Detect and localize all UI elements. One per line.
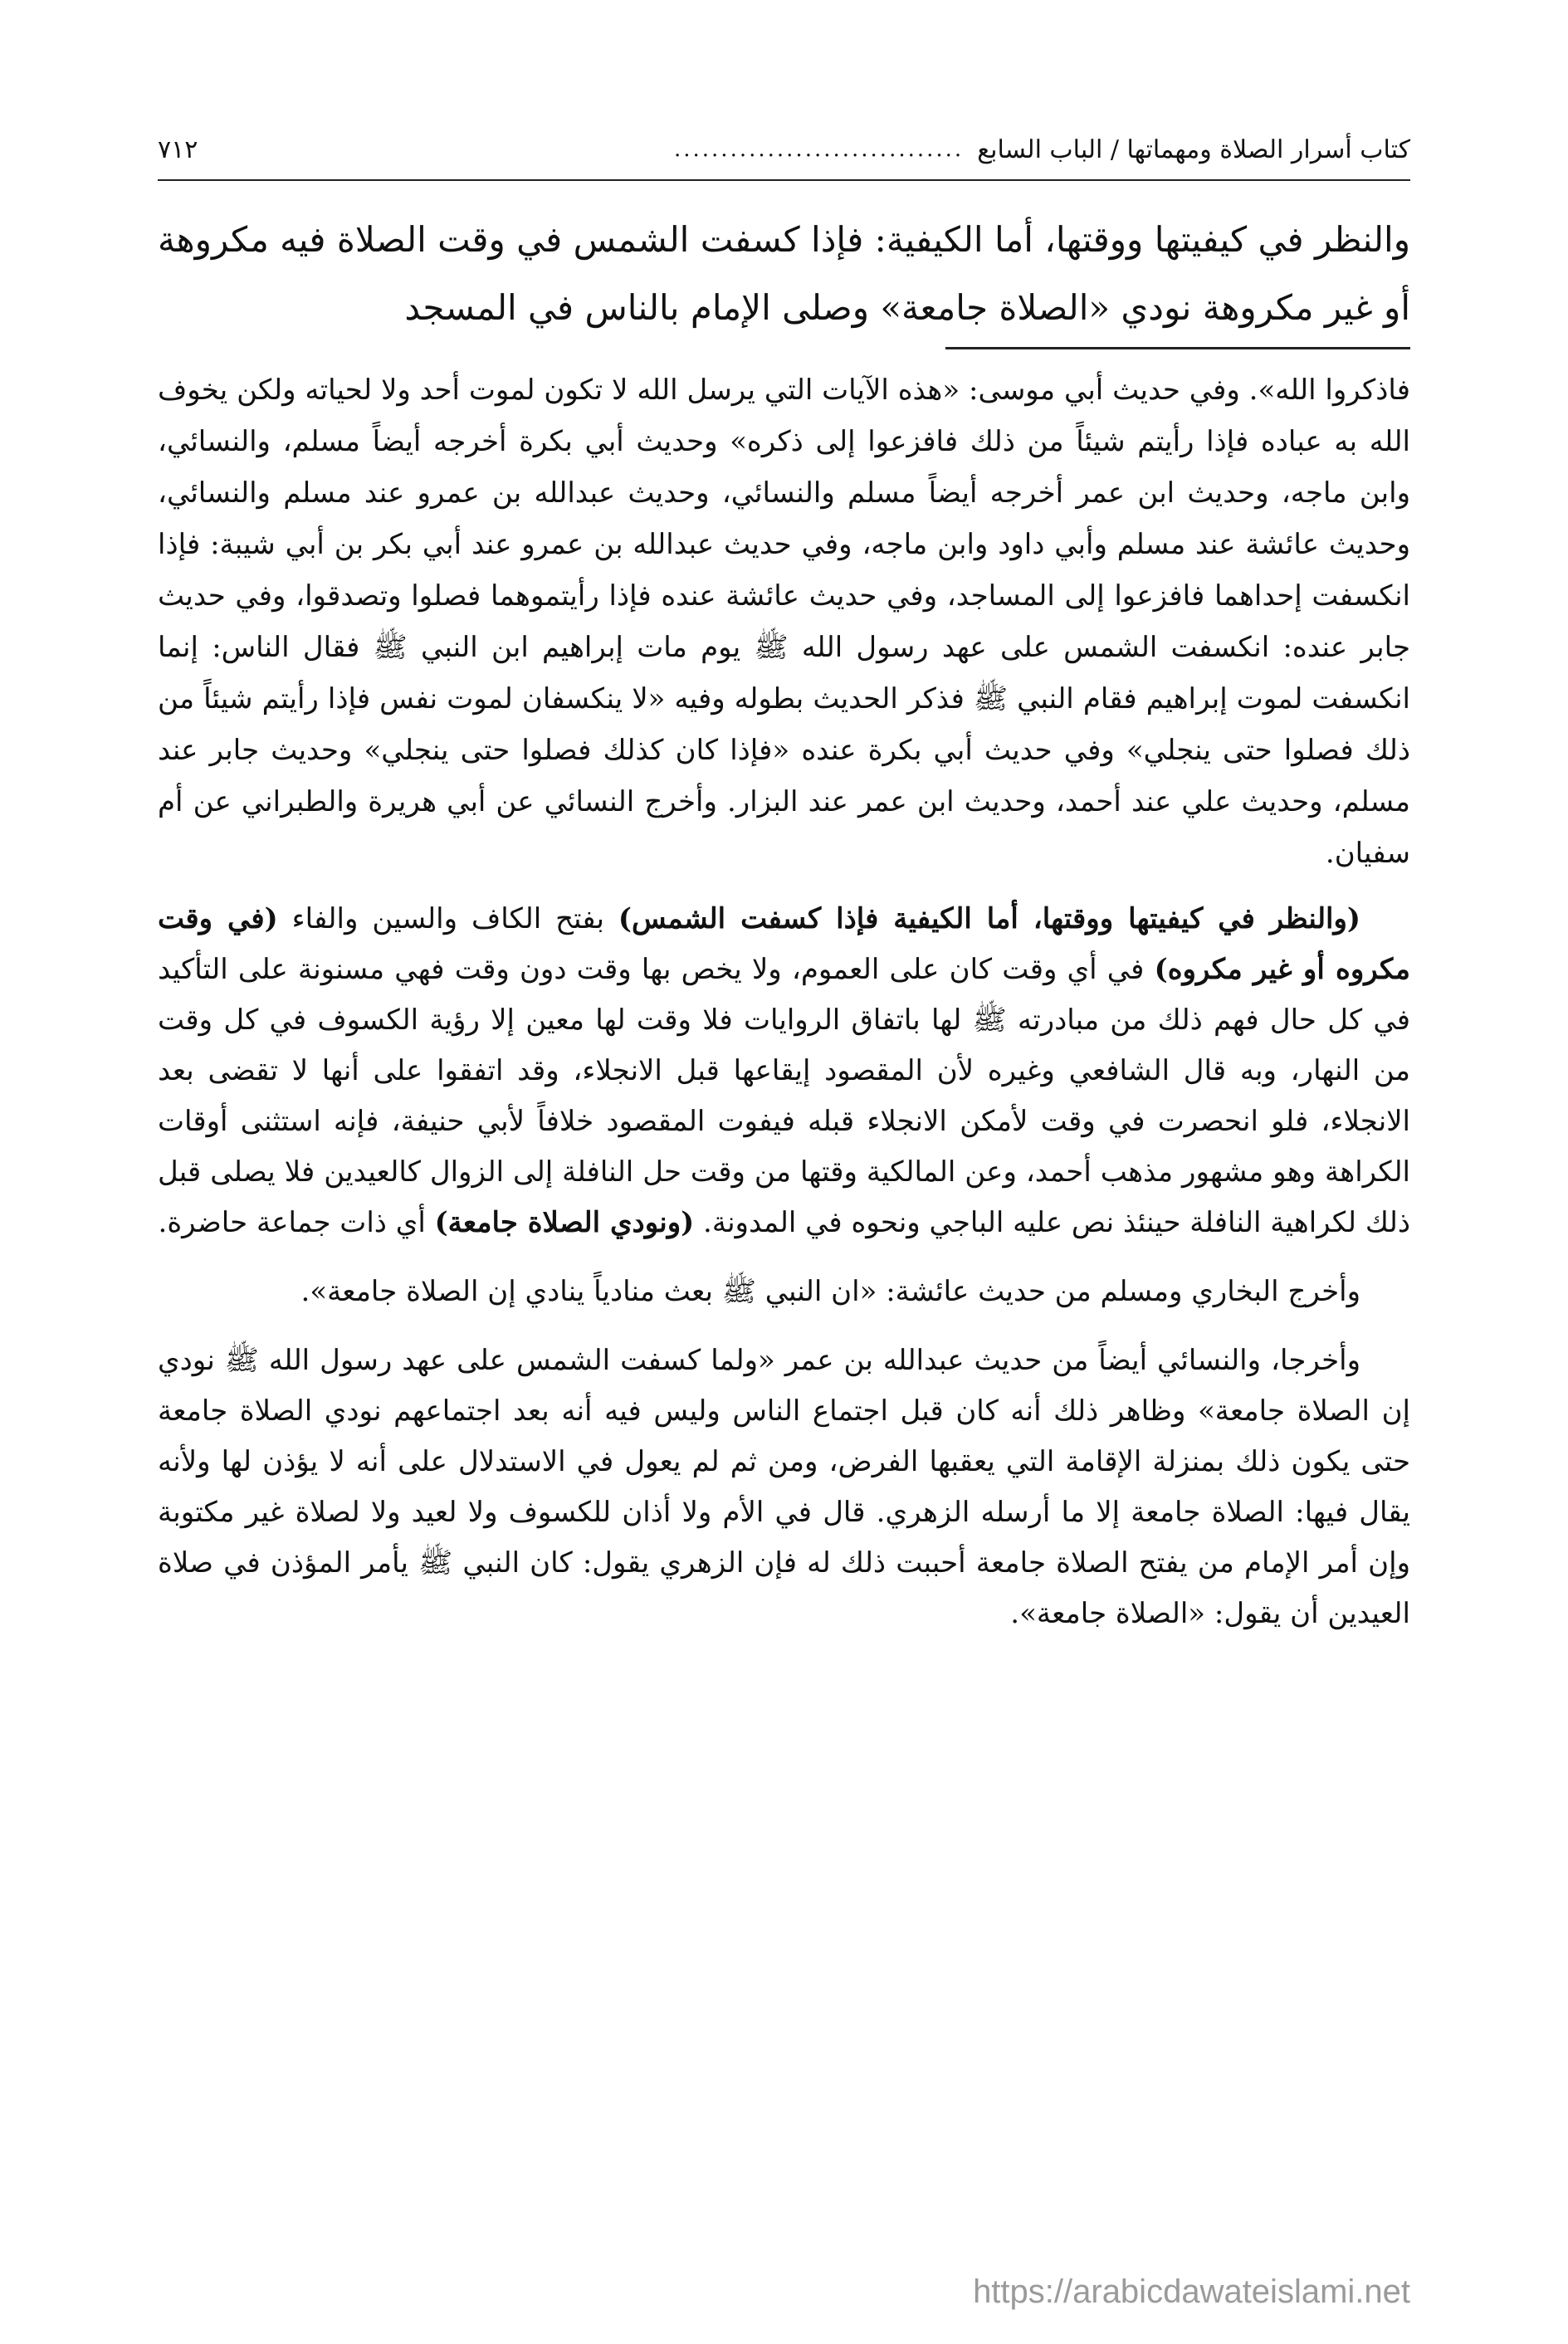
header-title-group: [674, 135, 1410, 164]
commentary: [158, 894, 1410, 1639]
commentary-paragraph-3: وأخرجا، والنسائي أيضاً من حديث عبدالله بن عمر «ولما كسفت الشمس على عهد رسول الله ﷺ نودي إن الصلاة جامعة» وظاهر ذلك أنه كان قبل اجتماع الناس وليس فيه أنه بعد اجتماعهم نودي الصلاة جامعة حتى يكون ذلك بمنزلة الإقامة التي يعقبها الفرض، ومن ثم لم يعول في الاستدلال على أنه لا يؤذن لها ولأنه يقال فيها: الصلاة جامعة إلا ما أرسله الزهري. قال في الأم ولا أذان للكسوف ولا لعيد ولا لصلاة غير مكتوبة وإن أمر الإمام من يفتح الصلاة جامعة أحببت ذلك له فإن الزهري يقول: كان النبي ﷺ يأمر المؤذن في صلاة العيدين أن يقول: «الصلاة جامعة».: [158, 1344, 1410, 1630]
header-dots: ...............................: [673, 137, 965, 162]
main-text: والنظر في كيفيتها ووقتها، أما الكيفية: فإذا كسفت الشمس في وقت الصلاة فيه مكروهة أو غير مكروهة نودي «الصلاة جامعة» وصلى الإمام بالناس في المسجد: [158, 219, 1410, 328]
commentary-paragraph-2: وأخرج البخاري ومسلم من حديث عائشة: «ان النبي ﷺ بعث منادياً ينادي إن الصلاة جامعة».: [300, 1275, 1360, 1308]
explanation-1: بفتح الكاف والسين والفاء: [277, 902, 618, 935]
header-title: كتاب أسرار الصلاة ومهماتها / الباب السابع: [977, 134, 1410, 164]
commentary-paragraph-1: [158, 894, 1410, 1248]
quoted-text-2: (في وقت مكروه أو غير مكروه): [158, 902, 1410, 986]
book-page: [158, 125, 1410, 2344]
quoted-text-3: (ونودي الصلاة جامعة): [434, 1206, 695, 1239]
footnote-divider: [945, 347, 1410, 349]
explanation-3: أي ذات جماعة حاضرة.: [158, 1206, 435, 1239]
watermark-url: https://arabicdawateislami.net: [973, 2273, 1410, 2310]
explanation-2: في أي وقت كان على العموم، ولا يخص بها وقت دون وقت فهي مسنونة على التأكيد في كل حال فهم ذلك من مبادرته ﷺ لها باتفاق الروايات فلا وقت لها معين إلا رؤية الكسوف في كل وقت من النهار، وبه قال الشافعي وغيره لأن المقصود إيقاعها قبل الانجلاء، وقد اتفقوا على أنها لا تقضى بعد الانجلاء، فلو انحصرت في وقت لأمكن الانجلاء قبله فيفوت المقصود خلافاً لأبي حنيفة، فإنه استثنى أوقات الكراهة وهو مشهور مذهب أحمد، وعن المالكية وقتها من وقت حل النافلة إلى الزوال كالعيدين فلا يصلى قبل ذلك لكراهية النافلة حينئذ نص عليه الباجي ونحوه في المدونة.: [158, 953, 1410, 1239]
quoted-text-1: (والنظر في كيفيتها ووقتها، أما الكيفية فإذا كسفت الشمس): [618, 902, 1361, 935]
footnote: فاذكروا الله». وفي حديث أبي موسى: «هذه الآيات التي يرسل الله لا تكون لموت أحد ولا لحياته ولكن يخوف الله به عباده فإذا رأيتم شيئاً من ذلك فافزعوا إلى ذكره» وحديث أبي بكرة أخرجه أيضاً مسلم، والنسائي، وابن ماجه، وحديث ابن عمر أخرجه أيضاً مسلم والنسائي، وحديث عبدالله بن عمرو عند مسلم والنسائي، وحديث عائشة عند مسلم وأبي داود وابن ماجه، وفي حديث عبدالله بن عمرو عند أبي بكر بن أبي شيبة: فإذا انكسفت إحداهما فافزعوا إلى المساجد، وفي حديث عائشة عنده فإذا رأيتموهما فصلوا وتصدقوا، وفي حديث جابر عنده: انكسفت الشمس على عهد رسول الله ﷺ يوم مات إبراهيم ابن النبي ﷺ فقال الناس: إنما انكسفت لموت إبراهيم فقام النبي ﷺ فذكر الحديث بطوله وفيه «لا ينكسفان لموت نفس فإذا رأيتم شيئاً من ذلك فصلوا حتى ينجلي» وفي حديث أبي بكرة عنده «فإذا كان كذلك فصلوا حتى ينجلي» وحديث جابر عند مسلم، وحديث علي عند أحمد، وحديث ابن عمر عند البزار. وأخرج النسائي عن أبي هريرة والطبراني عن أم سفيان.: [158, 374, 1410, 870]
page-number: ٧١٢: [158, 134, 198, 164]
running-header: [158, 125, 1410, 181]
